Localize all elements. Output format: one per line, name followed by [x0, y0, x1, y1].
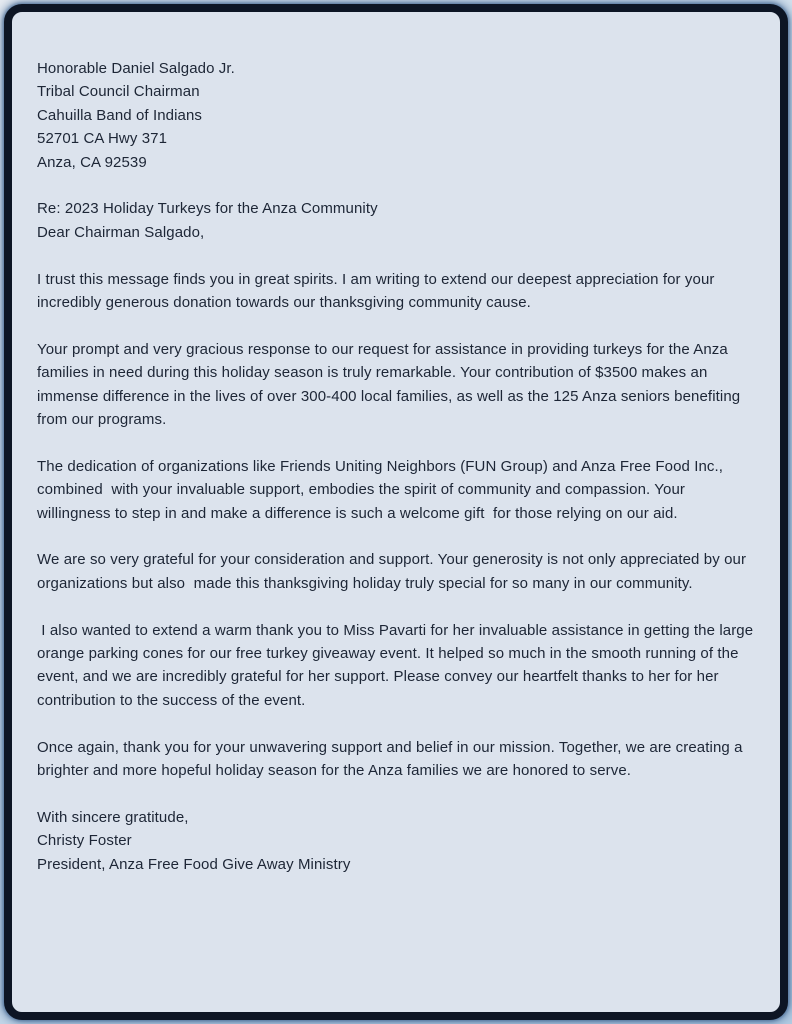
letter-paragraph: Once again, thank you for your unwavering support and belief in our mission. Together, we are creating a brighter and more hopeful holiday season for the Anza families we are honored to serve.: [37, 738, 747, 780]
recipient-title: Tribal Council Chairman: [37, 83, 200, 101]
letter-paragraph: Your prompt and very gracious response to our request for assistance in providing turkeys for the Anza families in need during this holiday season is truly remarkable. Your contribution of $3500 makes an immense difference in the lives of over 300-400 local families, as well as the 125 Anza seniors benefiting from our programs.: [37, 340, 745, 429]
letter-paragraph: I trust this message finds you in great spirits. I am writing to extend our deepest appreciation for your incredibly generous donation towards our thanksgiving community cause.: [37, 270, 719, 312]
signature-title: President, Anza Free Food Give Away Ministry: [37, 855, 351, 873]
signature-name: Christy Foster: [37, 832, 132, 850]
recipient-city: Anza, CA 92539: [37, 153, 147, 171]
letter-paragraph: I also wanted to extend a warm thank you to Miss Pavarti for her invaluable assistance in getting the large orange parking cones for our free turkey giveaway event. It helped so much in the smooth running of the event, and we are incredibly grateful for her support. Please convey our heartfelt thanks to her for her contribution to the success of the event.: [37, 621, 758, 709]
subject-salutation-block: [37, 197, 758, 244]
letter-content: [12, 12, 780, 1012]
recipient-name: Honorable Daniel Salgado Jr.: [37, 60, 235, 77]
recipient-organization: Cahuilla Band of Indians: [37, 106, 203, 124]
letter-paragraph: The dedication of organizations like Friends Uniting Neighbors (FUN Group) and Anza Free Food Inc., combined with your invaluable support, embodies the spirit of community and compassion. Your willingness to step in and make a difference is such a welcome gift for those relying on our aid.: [37, 457, 728, 522]
letter-page: [4, 4, 788, 1020]
letter-paragraph: We are so very grateful for your consideration and support. Your generosity is not only appreciated by our organizations but also made this thanksgiving holiday truly special for so many in our community.: [37, 551, 751, 592]
closing-block: [37, 806, 758, 876]
subject-line: Re: 2023 Holiday Turkeys for the Anza Community: [37, 200, 378, 218]
closing-line: With sincere gratitude,: [37, 808, 189, 826]
salutation: Dear Chairman Salgado,: [37, 223, 205, 241]
recipient-street: 52701 CA Hwy 371: [37, 130, 168, 148]
recipient-address: [37, 57, 758, 174]
